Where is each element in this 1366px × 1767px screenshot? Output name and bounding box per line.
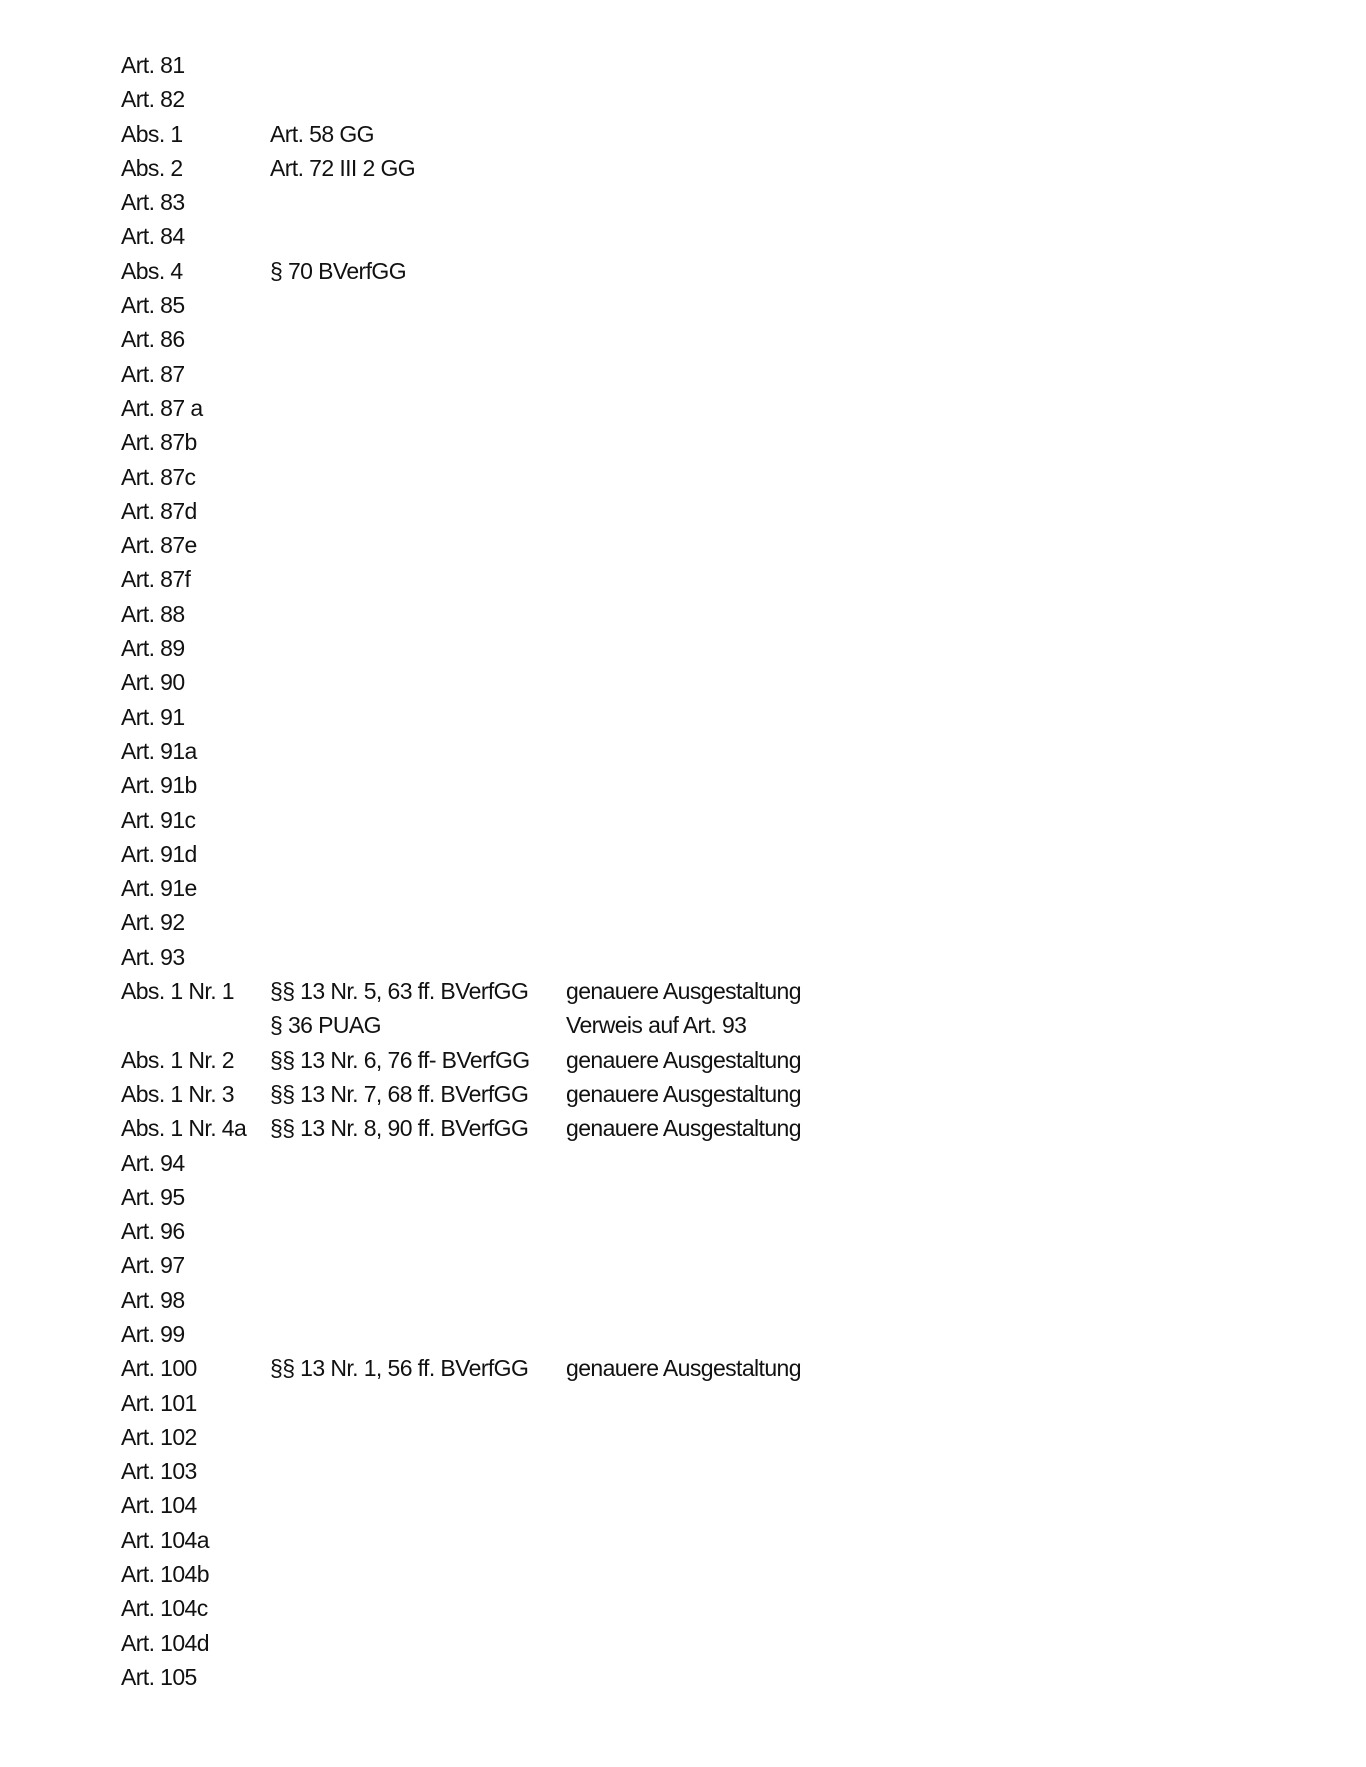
article-cell: Art. 99 — [121, 1320, 185, 1347]
article-cell: Abs. 2 — [121, 154, 183, 181]
article-cell: Art. 104a — [121, 1526, 209, 1553]
article-cell: Art. 103 — [121, 1458, 197, 1485]
article-cell: Art. 87e — [121, 532, 197, 559]
article-cell: Art. 91e — [121, 875, 197, 902]
article-cell: Art. 100 — [121, 1355, 197, 1382]
article-cell: Art. 98 — [121, 1286, 185, 1313]
note-cell: genauere Ausgestaltung — [566, 1046, 801, 1073]
article-cell: Art. 87 — [121, 360, 185, 387]
article-cell: Art. 87d — [121, 497, 197, 524]
article-cell: Art. 104c — [121, 1595, 208, 1622]
article-cell: Art. 86 — [121, 326, 185, 353]
reference-cell: §§ 13 Nr. 7, 68 ff. BVerfGG — [270, 1080, 529, 1107]
article-cell: Art. 104 — [121, 1492, 197, 1519]
article-cell: Art. 85 — [121, 292, 185, 319]
article-cell: Art. 91 — [121, 703, 185, 730]
article-cell: Art. 95 — [121, 1183, 185, 1210]
article-cell: Art. 101 — [121, 1389, 197, 1416]
article-cell: Art. 88 — [121, 600, 185, 627]
reference-cell: § 70 BVerfGG — [270, 257, 406, 284]
article-cell: Art. 84 — [121, 223, 185, 250]
article-cell: Art. 93 — [121, 943, 185, 970]
article-cell: Art. 87 a — [121, 394, 203, 421]
article-cell: Art. 87f — [121, 566, 191, 593]
article-cell: Art. 87c — [121, 463, 196, 490]
note-cell: genauere Ausgestaltung — [566, 1355, 801, 1382]
reference-cell: §§ 13 Nr. 6, 76 ff- BVerfGG — [270, 1046, 530, 1073]
article-cell: Abs. 1 — [121, 120, 183, 147]
article-cell: Art. 102 — [121, 1423, 197, 1450]
article-cell: Art. 89 — [121, 635, 185, 662]
note-cell: genauere Ausgestaltung — [566, 1115, 801, 1142]
article-cell: Art. 91b — [121, 772, 197, 799]
article-cell: Abs. 1 Nr. 4a — [121, 1115, 247, 1142]
article-cell: Art. 83 — [121, 189, 185, 216]
reference-cell: Art. 58 GG — [270, 120, 374, 147]
article-cell: Art. 91a — [121, 737, 197, 764]
article-cell: Art. 105 — [121, 1663, 197, 1690]
note-cell: genauere Ausgestaltung — [566, 978, 801, 1005]
article-cell: Art. 90 — [121, 669, 185, 696]
note-cell: Verweis auf Art. 93 — [566, 1012, 747, 1039]
article-cell: Art. 94 — [121, 1149, 185, 1176]
article-cell: Abs. 4 — [121, 257, 183, 284]
reference-cell: §§ 13 Nr. 5, 63 ff. BVerfGG — [270, 978, 529, 1005]
reference-cell: §§ 13 Nr. 8, 90 ff. BVerfGG — [270, 1115, 529, 1142]
article-cell: Art. 96 — [121, 1218, 185, 1245]
article-cell: Art. 81 — [121, 52, 185, 78]
article-cell: Art. 104b — [121, 1561, 209, 1588]
article-cell: Abs. 1 Nr. 2 — [121, 1046, 234, 1073]
article-cell: Art. 82 — [121, 86, 185, 113]
article-cell: Art. 104d — [121, 1629, 209, 1656]
article-cell: Art. 87b — [121, 429, 197, 456]
article-cell: Abs. 1 Nr. 3 — [121, 1080, 234, 1107]
reference-cell: § 36 PUAG — [270, 1012, 381, 1039]
article-cell: Art. 97 — [121, 1252, 185, 1279]
article-cell: Art. 91d — [121, 840, 197, 867]
article-cell: Art. 91c — [121, 806, 196, 833]
note-cell: genauere Ausgestaltung — [566, 1080, 801, 1107]
article-cell: Art. 92 — [121, 909, 185, 936]
reference-cell: §§ 13 Nr. 1, 56 ff. BVerfGG — [270, 1355, 529, 1382]
article-cell: Abs. 1 Nr. 1 — [121, 978, 234, 1005]
reference-cell: Art. 72 III 2 GG — [270, 154, 416, 181]
